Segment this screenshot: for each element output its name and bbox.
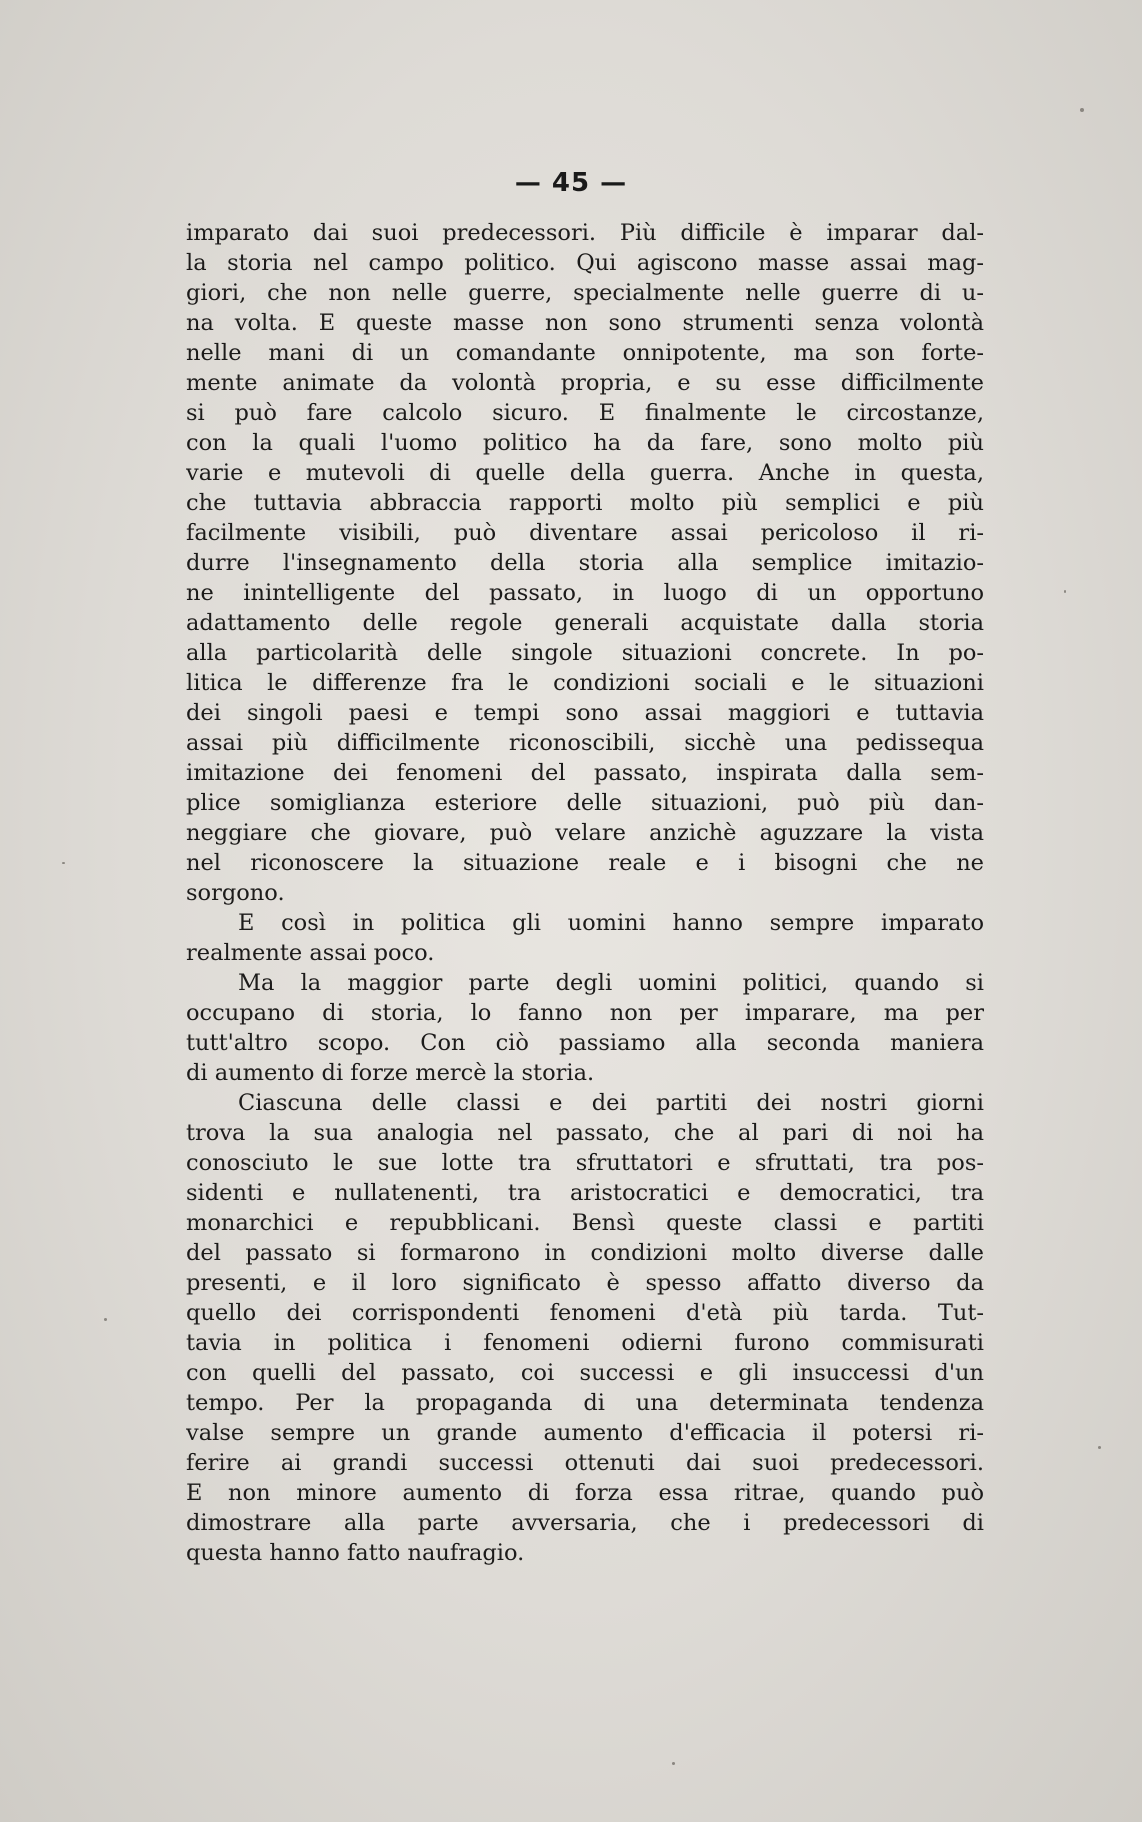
text-line: imparato dai suoi predecessori. Più difficile è imparar dal- [186,220,984,246]
paper-speck [1080,108,1084,112]
text-line: E così in politica gli uomini hanno sempre imparato [238,910,984,936]
text-line: occupano di storia, lo fanno non per imparare, ma per [186,1000,984,1026]
text-line: ne inintelligente del passato, in luogo di un opportuno [186,580,984,606]
text-line: la storia nel campo politico. Qui agiscono masse assai mag- [186,250,984,276]
text-line: imitazione dei fenomeni del passato, inspirata dalla sem- [186,760,984,786]
text-line: questa hanno fatto naufragio. [186,1540,525,1566]
text-line: adattamento delle regole generali acquistate dalla storia [186,610,984,636]
paper-speck [672,1762,675,1765]
text-line: durre l'insegnamento della storia alla semplice imitazio- [186,550,984,576]
text-line: mente animate da volontà propria, e su esse difficilmente [186,370,984,396]
text-line: con quelli del passato, coi successi e gli insuccessi d'un [186,1360,984,1386]
text-line: alla particolarità delle singole situazioni concrete. In po- [186,640,984,666]
text-line: che tuttavia abbraccia rapporti molto più semplici e più [186,490,984,516]
body-text [186,218,984,1568]
text-line: dei singoli paesi e tempi sono assai maggiori e tuttavia [186,700,984,726]
text-line: nelle mani di un comandante onnipotente, ma son forte- [186,340,984,366]
text-line: plice somiglianza esteriore delle situazioni, può più dan- [186,790,984,816]
text-line: facilmente visibili, può diventare assai pericoloso il ri- [186,520,984,546]
text-line: valse sempre un grande aumento d'efficacia il potersi ri- [186,1420,984,1446]
text-line: realmente assai poco. [186,940,435,966]
text-line: di aumento di forze mercè la storia. [186,1060,595,1086]
text-line: sidenti e nullatenenti, tra aristocratici e democratici, tra [186,1180,984,1206]
text-line: del passato si formarono in condizioni molto diverse dalle [186,1240,984,1266]
text-line: Ma la maggior parte degli uomini politici, quando si [238,970,984,996]
paper-speck [1098,1446,1101,1449]
text-line: monarchici e repubblicani. Bensì queste classi e partiti [186,1210,984,1236]
text-line: tempo. Per la propaganda di una determinata tendenza [186,1390,984,1416]
paper-speck [104,1318,107,1321]
text-line: con la quali l'uomo politico ha da fare, sono molto più [186,430,984,456]
text-line: presenti, e il loro significato è spesso affatto diverso da [186,1270,984,1296]
text-line: nel riconoscere la situazione reale e i bisogni che ne [186,850,984,876]
text-line: E non minore aumento di forza essa ritrae, quando può [186,1480,984,1506]
text-line: si può fare calcolo sicuro. E finalmente le circostanze, [186,400,984,426]
text-line: Ciascuna delle classi e dei partiti dei nostri giorni [238,1090,984,1116]
text-line: tavia in politica i fenomeni odierni furono commisurati [186,1330,984,1356]
page-number: — 45 — [514,168,628,198]
text-line: neggiare che giovare, può velare anzichè aguzzare la vista [186,820,984,846]
text-line: litica le differenze fra le condizioni sociali e le situazioni [186,670,984,696]
text-line: trova la sua analogia nel passato, che al pari di noi ha [186,1120,984,1146]
text-line: quello dei corrispondenti fenomeni d'età più tarda. Tut- [186,1300,984,1326]
text-line: tutt'altro scopo. Con ciò passiamo alla seconda maniera [186,1030,984,1056]
text-line: giori, che non nelle guerre, specialmente nelle guerre di u- [186,280,984,306]
paper-speck [1064,590,1066,593]
text-line: na volta. E queste masse non sono strumenti senza volontà [186,310,984,336]
text-line: varie e mutevoli di quelle della guerra. Anche in questa, [186,460,984,486]
text-line: sorgono. [186,880,285,906]
text-line: dimostrare alla parte avversaria, che i predecessori di [186,1510,984,1536]
text-line: conosciuto le sue lotte tra sfruttatori e sfruttati, tra pos- [186,1150,984,1176]
text-line: assai più difficilmente riconoscibili, sicchè una pedissequa [186,730,984,756]
paper-speck [62,862,65,864]
text-line: ferire ai grandi successi ottenuti dai suoi predecessori. [186,1450,984,1476]
